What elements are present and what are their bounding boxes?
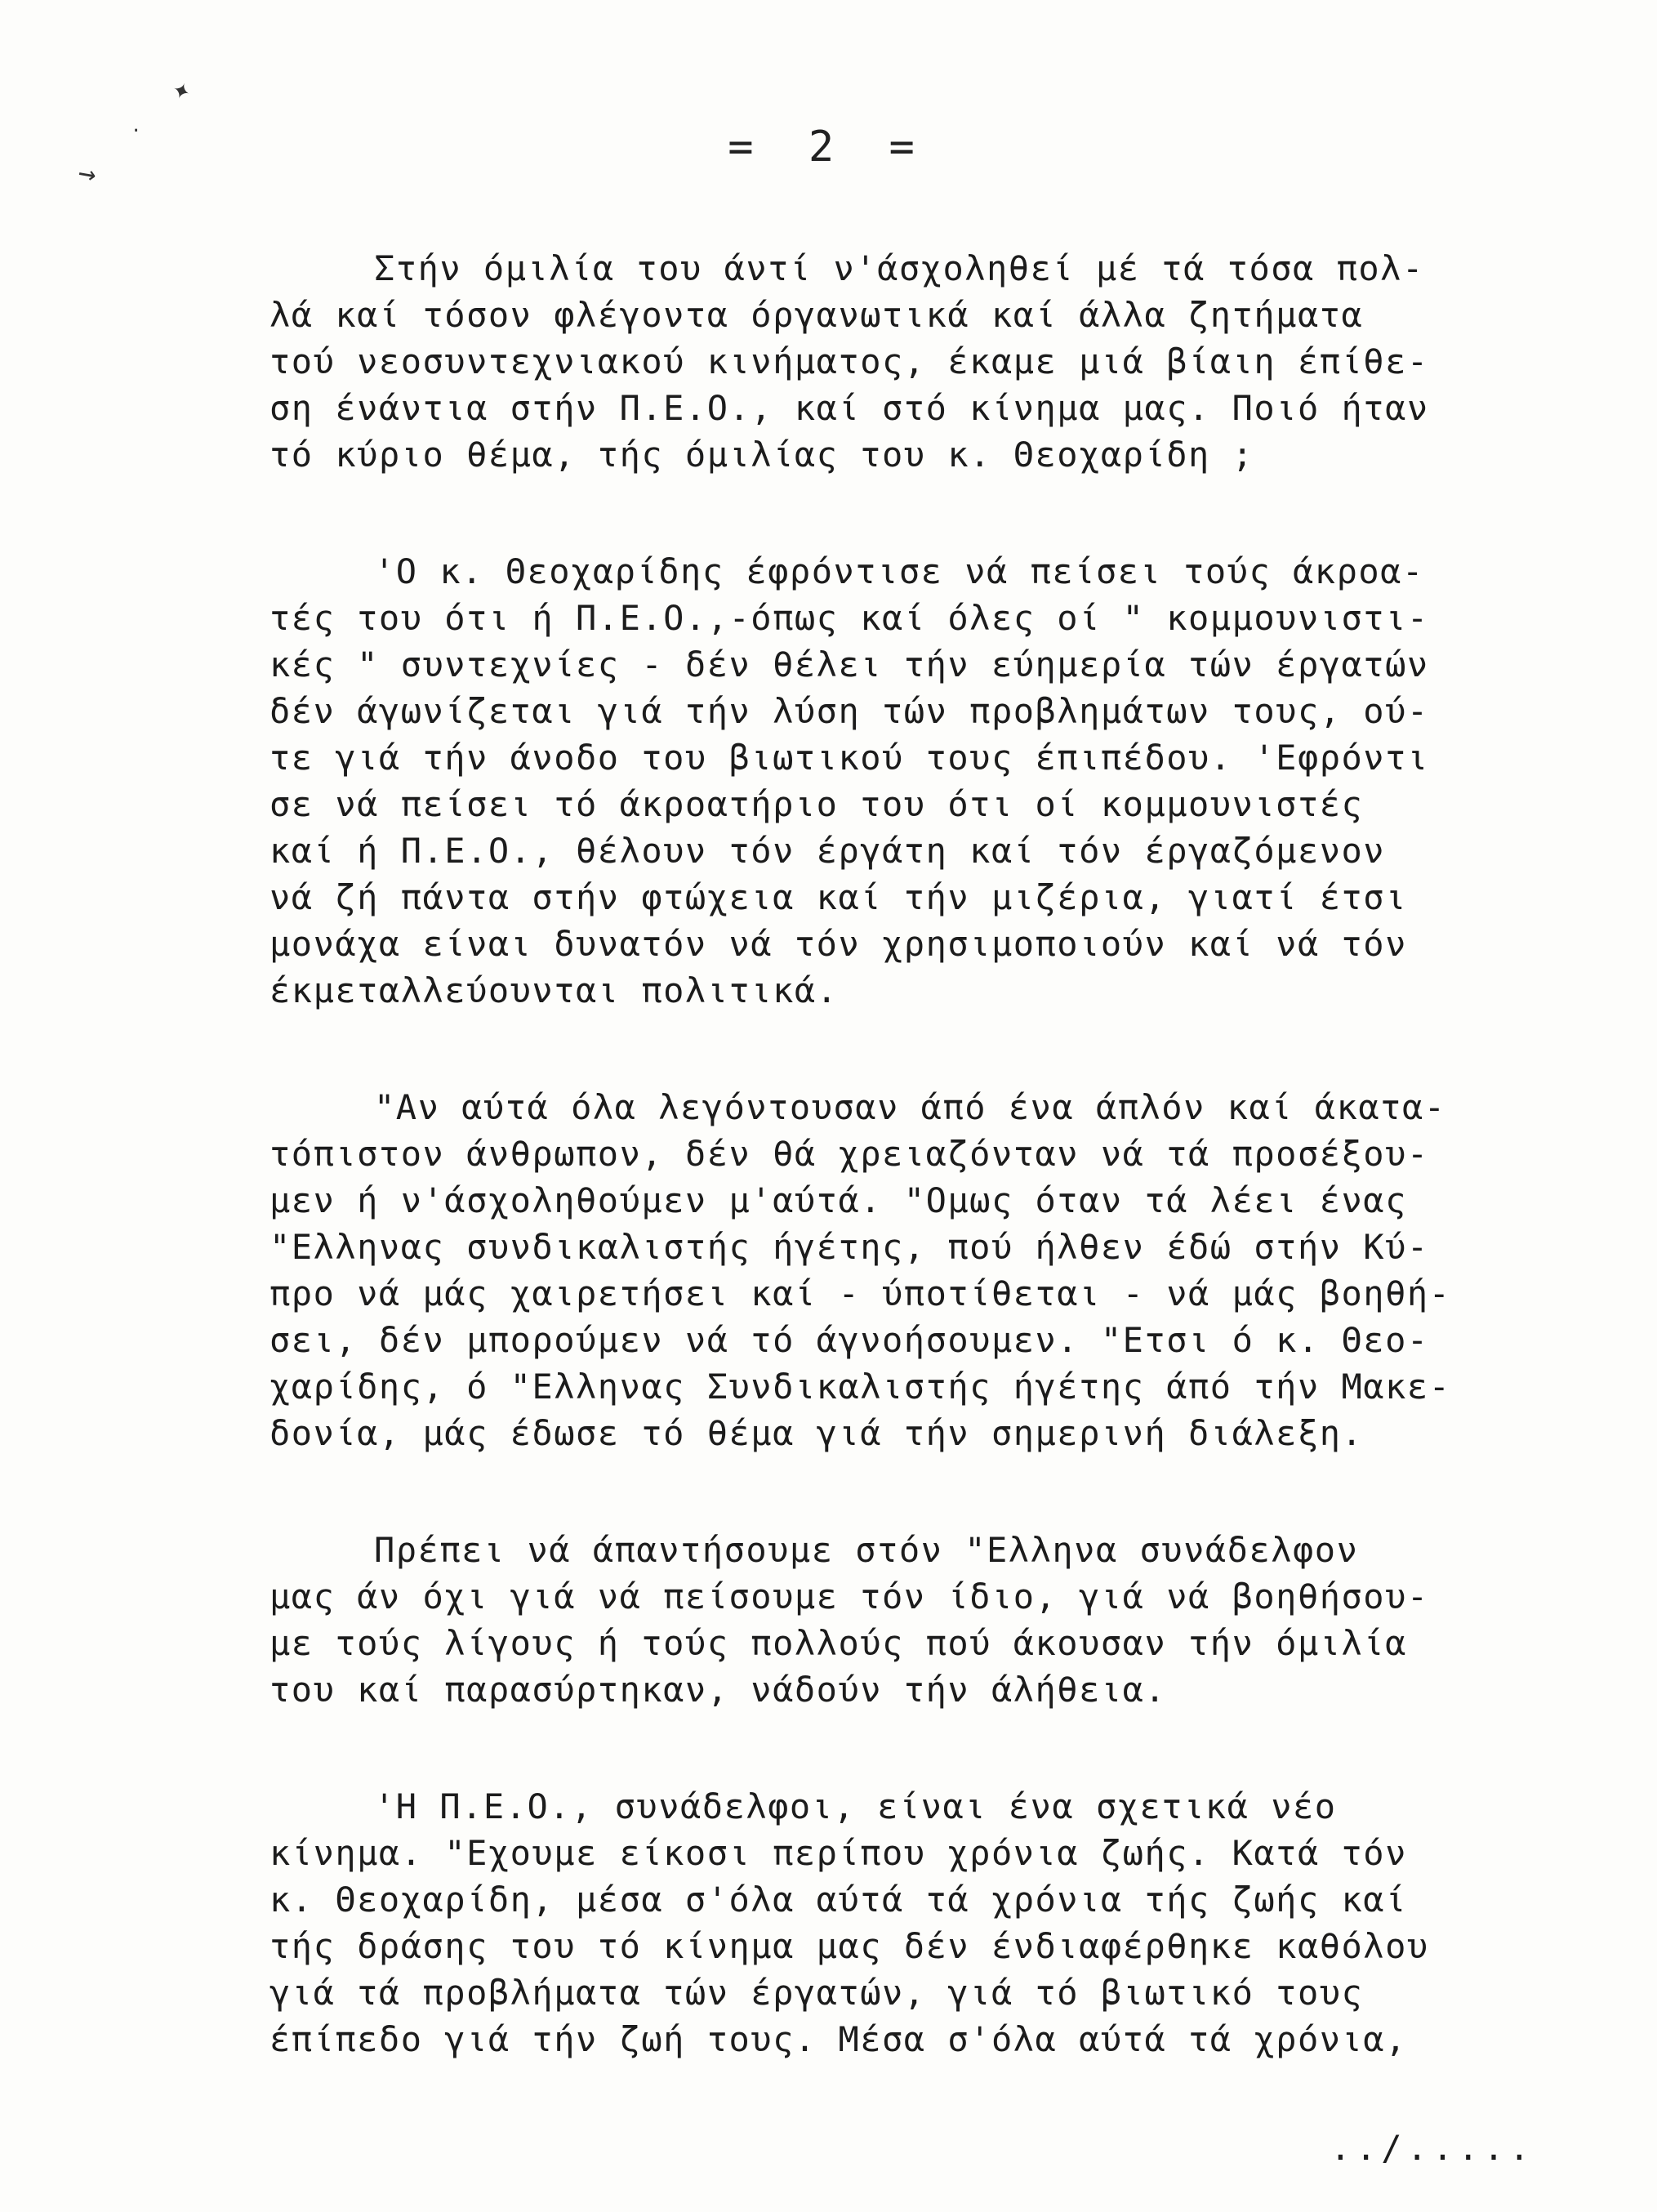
text-line: Πρέπει νά άπαντήσουμε στόν "Ελληνα συνάδελφον [374,1530,1359,1570]
text-line: σει, δέν μπορούμεν νά τό άγνοήσουμεν. "Ετσι ό κ. Θεο- [269,1320,1429,1360]
text-line: μας άν όχι γιά νά πείσουμε τόν ίδιο, γιά νά βοηθήσου- [269,1576,1429,1617]
document-body [269,245,1650,2133]
stray-mark: ✦ [167,70,197,109]
text-line: λά καί τόσον φλέγοντα όργανωτικά καί άλλα ζητήματα [269,295,1364,335]
text-line: καί ή Π.Ε.Ο., θέλουν τόν έργάτη καί τόν έργαζόμενον [269,831,1386,871]
text-line: με τούς λίγους ή τούς πολλούς πού άκουσαν τήν όμιλία [269,1623,1407,1663]
text-line: γιά τά προβλήματα τών έργατών, γιά τό βιωτικό τους [269,1973,1364,2013]
text-line: 'Η Π.Ε.Ο., συνάδελφοι, είναι ένα σχετικά νέο [374,1786,1337,1826]
stray-mark: → [75,155,100,192]
text-line: χαρίδης, ό "Ελληνας Συνδικαλιστής ήγέτης άπό τήν Μακε- [269,1367,1451,1407]
text-line: τής δράσης του τό κίνημα μας δέν ένδιαφέρθηκε καθόλου [269,1926,1429,1966]
text-line: τό κύριο θέμα, τής όμιλίας του κ. Θεοχαρίδη ; [269,435,1254,475]
paragraph [269,245,1650,478]
text-line: κίνημα. "Εχουμε είκοσι περίπου χρόνια ζωής. Κατά τόν [269,1833,1407,1873]
text-line: τε γιά τήν άνοδο του βιωτικού τους έπιπέδου. 'Εφρόντι [269,738,1429,778]
text-line: δονία, μάς έδωσε τό θέμα γιά τήν σημερινή διάλεξη. [269,1413,1364,1453]
text-line: μονάχα είναι δυνατόν νά τόν χρησιμοποιούν καί νά τόν [269,924,1407,964]
text-line: μεν ή ν'άσχοληθούμεν μ'αύτά. "Ομως όταν τά λέει ένας [269,1180,1407,1220]
text-line: Στήν όμιλία του άντί ν'άσχοληθεί μέ τά τόσα πολ- [374,248,1424,288]
paragraph [269,548,1650,1014]
continuation-marker: ../..... [1330,2128,1535,2168]
paragraph [269,1084,1650,1456]
stray-mark: · [131,121,142,141]
text-line: κές " συντεχνίες - δέν θέλει τήν εύημερία τών έργατών [269,644,1429,685]
text-line: τόπιστον άνθρωπον, δέν θά χρειαζόνταν νά τά προσέξου- [269,1134,1429,1174]
text-line: του καί παρασύρτηκαν, νάδούν τήν άλήθεια. [269,1670,1167,1710]
text-line: προ νά μάς χαιρετήσει καί - ύποτίθεται - νά μάς βοηθή- [269,1273,1451,1313]
text-line: νά ζή πάντα στήν φτώχεια καί τήν μιζέρια, γιατί έτσι [269,877,1407,917]
paragraph [269,1783,1650,2063]
text-line: "Αν αύτά όλα λεγόντουσαν άπό ένα άπλόν καί άκατα- [374,1087,1446,1127]
text-line: τές του ότι ή Π.Ε.Ο.,-όπως καί όλες οί " κομμουνιστι- [269,598,1429,638]
text-line: 'Ο κ. Θεοχαρίδης έφρόντισε νά πείσει τούς άκροα- [374,551,1424,591]
text-line: τού νεοσυντεχνιακού κινήματος, έκαμε μιά βίαιη έπίθε- [269,341,1429,381]
text-line: έκμεταλλεύουνται πολιτικά. [269,970,839,1010]
page-number: = 2 = [728,123,929,172]
text-line: κ. Θεοχαρίδη, μέσα σ'όλα αύτά τά χρόνια τής ζωής καί [269,1880,1407,1920]
text-line: "Ελληνας συνδικαλιστής ήγέτης, πού ήλθεν έδώ στήν Κύ- [269,1227,1429,1267]
text-line: δέν άγωνίζεται γιά τήν λύση τών προβλημάτων τους, ού- [269,691,1429,731]
paragraph [269,1527,1650,1713]
text-line: σε νά πείσει τό άκροατήριο του ότι οί κομμουνιστές [269,784,1364,824]
text-line: έπίπεδο γιά τήν ζωή τους. Μέσα σ'όλα αύτά τά χρόνια, [269,2019,1407,2059]
text-line: ση ένάντια στήν Π.Ε.Ο., καί στό κίνημα μας. Ποιό ήταν [269,388,1429,428]
